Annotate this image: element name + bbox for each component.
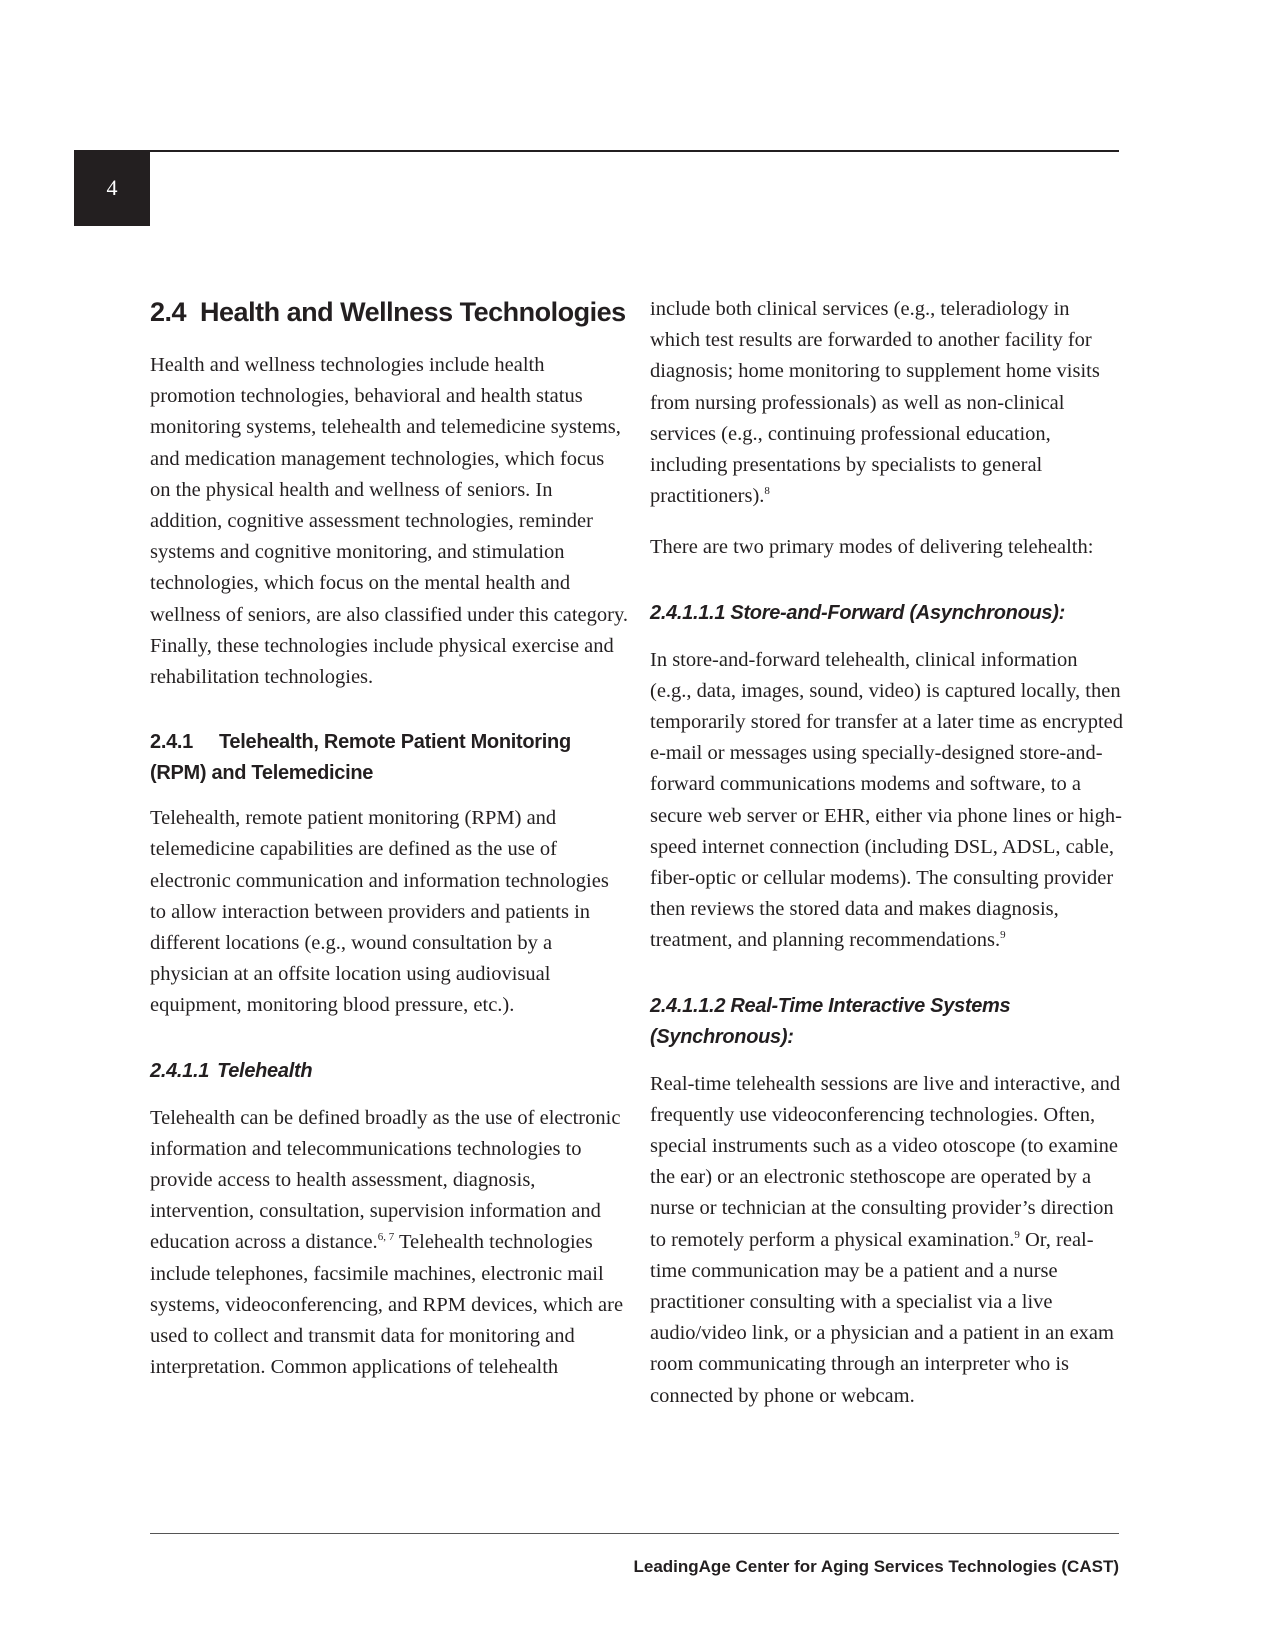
- page-number: [74, 150, 150, 226]
- section-number: 2.4: [150, 297, 187, 327]
- paragraph-real-time: [650, 1069, 1124, 1412]
- header-rule: [74, 150, 1119, 152]
- paragraph-health-wellness: Health and wellness technologies include health promotion technologies, behavioral and health status monitoring systems, telehealth and telemedicine systems, and medication management technologies, which focus on the physical health and wellness of seniors. In addition, cognitive assessment technologies, reminder systems and cognitive monitoring, and stimulation technologies, which focus on the mental health and wellness of seniors, are also classified under this category. Finally, these technologies include physical exercise and rehabilitation technologies.: [150, 354, 628, 689]
- subsection-number: 2.4.1: [150, 731, 193, 754]
- paragraph-modes: There are two primary modes of delivering telehealth:: [650, 536, 1094, 559]
- paragraph-telehealth-definition: [150, 1103, 628, 1384]
- page-number-text: 4: [106, 175, 118, 200]
- text: Or, real-time communication may be a patient and a nurse practitioner consulting with a specialist via a live audio/video link, or a physician and a patient in an exam room communicating through an interpreter who is connected by phone or webcam.: [650, 1228, 1114, 1407]
- subsubsection-number: 2.4.1.1: [150, 1059, 210, 1082]
- text: In store-and-forward telehealth, clinical information (e.g., data, images, sound, video) is captured locally, then temporarily stored for transfer at a later time as encrypted e-mail or messages using specially-designed store-and-forward communications modems and software, to a secure web server or EHR, either via phone lines or high-speed internet connection (including DSL, ADSL, cable, fiber-optic or cellular modems). The consulting provider then reviews the stored data and makes diagnosis, treatment, and planning recommendations.: [650, 648, 1124, 952]
- heading-real-time: 2.4.1.1.2 Real-Time Interactive Systems (Synchronous):: [650, 994, 1011, 1048]
- paragraph-store-and-forward: [650, 645, 1124, 957]
- subsubsection-heading: [150, 1056, 628, 1087]
- text: Telehealth can be defined broadly as the use of electronic information and telecommunications technologies to provide access to health assessment, diagnosis, intervention, consultation, supervision information and education across a distance.: [150, 1106, 621, 1254]
- subsubsection-title: Telehealth: [217, 1059, 313, 1082]
- footer-rule: [150, 1533, 1119, 1534]
- text: include both clinical services (e.g., teleradiology in which test results are forwarded to another facility for diagnosis; home monitoring to supplement home visits from nursing professionals) as well as non-clinical services (e.g., continuing professional education, including presentations by specialists to general practitioners).: [650, 298, 1100, 508]
- right-column: [650, 294, 1124, 1432]
- section-title: Health and Wellness Technologies: [200, 297, 626, 327]
- paragraph-applications: [650, 294, 1124, 512]
- text: Telehealth technologies include telephones, facsimile machines, electronic mail systems, videoconferencing, and RPM devices, which are used to collect and transmit data for monitoring and interpretation. Common applications of telehealth: [150, 1231, 624, 1379]
- footnote-ref: 6, 7: [377, 1231, 395, 1244]
- left-column: [150, 294, 628, 1403]
- text: Real-time telehealth sessions are live and interactive, and frequently use videoconferencing technologies. Often, special instruments such as a video otoscope (to examine the ear) or an electronic stethoscope are operated by a nurse or technician at the consulting provider’s direction to remotely perform a physical examination.: [650, 1072, 1121, 1251]
- footnote-ref: 9: [1000, 929, 1006, 942]
- subsection-heading: [150, 727, 628, 789]
- footnote-ref: 9: [1014, 1228, 1020, 1241]
- subsection-title: Telehealth, Remote Patient Monitoring (RPM) and Telemedicine: [150, 731, 571, 785]
- heading-store-and-forward: 2.4.1.1.1 Store-and-Forward (Asynchronous):: [650, 601, 1065, 624]
- footnote-ref: 8: [764, 485, 770, 498]
- paragraph-telehealth-rpm: Telehealth, remote patient monitoring (RPM) and telemedicine capabilities are defined as the use of electronic communication and information technologies to allow interaction between providers and patients in different locations (e.g., wound consultation by a physician at an offsite location using audiovisual equipment, monitoring blood pressure, etc.).: [150, 807, 609, 1017]
- footer-text: LeadingAge Center for Aging Services Technologies (CAST): [633, 1557, 1119, 1576]
- section-heading: [150, 294, 628, 330]
